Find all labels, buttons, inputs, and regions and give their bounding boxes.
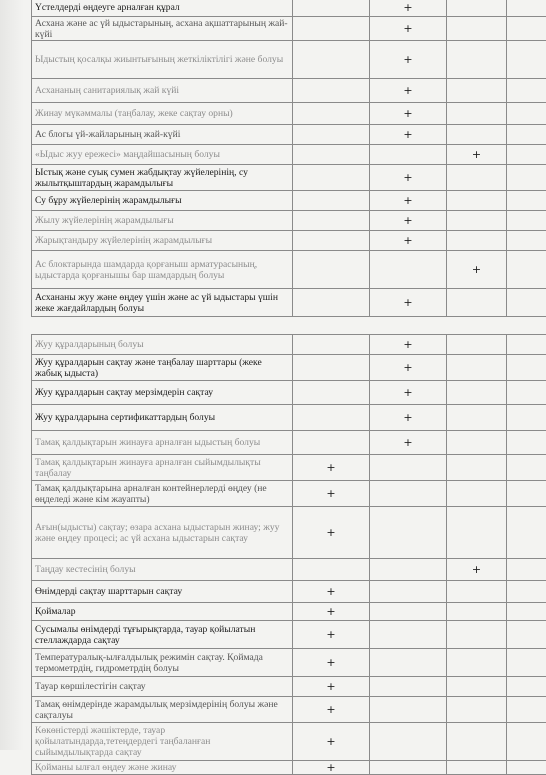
row-text: Таңдау кестесінің болуы — [32, 559, 293, 581]
table-row — [32, 145, 546, 165]
checklist-table-upper — [31, 0, 546, 317]
row-text: Қоймалар — [32, 603, 293, 621]
table-row — [32, 621, 546, 649]
table-row — [32, 481, 546, 507]
row-text: Жарықтандыру жүйелерінің жарамдылығы — [32, 231, 293, 251]
check-mark: + — [403, 362, 412, 373]
row-text: Тауар көршілестігін сақтау — [32, 677, 293, 697]
check-mark: + — [472, 264, 481, 275]
table-row — [32, 381, 546, 405]
table-row — [32, 559, 546, 581]
check-mark: + — [326, 462, 335, 473]
check-mark: + — [403, 85, 412, 96]
table-row — [32, 581, 546, 603]
row-text: Тамақ қалдықтарына арналған контейнерлерді өңдеу (не өңделеді және кім жауапты) — [32, 481, 293, 507]
table-row — [32, 211, 546, 231]
row-text: Қойманы ылғал өңдеу және жинау — [32, 761, 293, 775]
check-mark: + — [472, 564, 481, 575]
check-mark: + — [403, 129, 412, 140]
check-mark: + — [403, 172, 412, 183]
table-row — [32, 697, 546, 723]
table-row — [32, 231, 546, 251]
row-text: Ыстық және суық сумен жабдықтау жүйелерінің, су жылытқыштардың жарамдылығы — [32, 165, 293, 191]
table-row — [32, 41, 546, 79]
table-row — [32, 761, 546, 775]
check-mark: + — [403, 215, 412, 226]
row-text: Асхана және ас үй ыдыстарының, асхана ақшаттарының жай-күйі — [32, 17, 293, 41]
check-mark: + — [326, 527, 335, 538]
row-text: Жинау мүкәммалы (таңбалау, жеке сақтау орны) — [32, 103, 293, 125]
check-mark: + — [403, 387, 412, 398]
check-mark: + — [403, 195, 412, 206]
check-mark: + — [403, 108, 412, 119]
check-mark: + — [403, 54, 412, 65]
check-mark: + — [403, 412, 412, 423]
check-mark: + — [326, 488, 335, 499]
row-text: Үстелдерді өңдеуге арналған құрал — [32, 0, 293, 17]
row-text: Тамақ қалдықтарын жинауға арналған ыдыстың болуы — [32, 431, 293, 455]
table-row — [32, 191, 546, 211]
table-row — [32, 335, 546, 355]
check-mark: + — [403, 235, 412, 246]
table-row — [32, 103, 546, 125]
check-mark: + — [326, 629, 335, 640]
table-row — [32, 677, 546, 697]
check-mark: + — [403, 23, 412, 34]
check-mark: + — [326, 606, 335, 617]
table-row — [32, 603, 546, 621]
table-row — [32, 723, 546, 761]
table-row — [32, 355, 546, 381]
row-text: Жуу құралдарына сертификаттардың болуы — [32, 405, 293, 431]
row-text: Жылу жүйелерінің жарамдылығы — [32, 211, 293, 231]
row-text: Жуу құралдарының болуы — [32, 335, 293, 355]
row-text: Су бұру жүйелерінің жарамдылығы — [32, 191, 293, 211]
table-row — [32, 507, 546, 559]
check-mark: + — [326, 586, 335, 597]
row-text: Көкөністерді жәшіктерде, тауар қойылатындарда,тетеңдердегі таңбаланған сыйымдылықтарда сақтау — [32, 723, 293, 761]
table-row — [32, 289, 546, 317]
check-mark: + — [472, 149, 481, 160]
row-text: Ағын(ыдысты) сақтау; өзара асхана ыдыстарын жинау; жуу және өңдеу процесі; ас үй асхана ыдыстарын сақтау — [32, 507, 293, 559]
check-mark: + — [326, 704, 335, 715]
table-row — [32, 79, 546, 103]
table-row — [32, 405, 546, 431]
row-text: Ыдыстың қосалқы жиынтығының жеткіліктілігі және болуы — [32, 41, 293, 79]
row-text: Сусымалы өнімдерді тұғырықтарда, тауар қойылатын стеллаждарда сақтау — [32, 621, 293, 649]
row-text: Асхананы жуу және өңдеу үшін және ас үй ыдыстары үшін жеке жағдайлардың болуы — [32, 289, 293, 317]
row-text: Жуу құралдарын сақтау және таңбалау шарттары (жеке жабық ыдыста) — [32, 355, 293, 381]
row-text: «Ыдыс жуу ережесі» маңдайшасының болуы — [32, 145, 293, 165]
checklist-table-lower — [31, 334, 546, 775]
check-mark: + — [403, 297, 412, 308]
row-text: Асхананың санитариялық жай күйі — [32, 79, 293, 103]
table-row — [32, 455, 546, 481]
check-mark: + — [326, 736, 335, 747]
row-text: Жуу құралдарын сақтау мерзімдерін сақтау — [32, 381, 293, 405]
check-mark: + — [403, 437, 412, 448]
row-text: Тамақ өнімдерінде жарамдылық мерзімдерінің болуы және сақталуы — [32, 697, 293, 723]
check-mark: + — [326, 681, 335, 692]
page-edge-shadow — [0, 0, 24, 750]
check-mark: + — [403, 339, 412, 350]
table-row — [32, 125, 546, 145]
row-text: Өнімдерді сақтау шарттарын сақтау — [32, 581, 293, 603]
row-text: Температуралық-ылғалдылық режимін сақтау. Қоймада термометрдің, гидрометрдің болуы — [32, 649, 293, 677]
check-mark: + — [403, 2, 412, 13]
table-row — [32, 165, 546, 191]
row-text: Ас блоктарында шамдарда қорғаныш арматурасының, ыдыстарда қорғанышы бар шамдардың болуы — [32, 251, 293, 289]
row-text: Ас блогы үй-жайларының жай-күйі — [32, 125, 293, 145]
check-mark: + — [326, 762, 335, 773]
table-row — [32, 251, 546, 289]
table-row — [32, 431, 546, 455]
check-mark: + — [326, 657, 335, 668]
row-text: Тамақ қалдықтарын жинауға арналған сыйымдылықты таңбалау — [32, 455, 293, 481]
table-row — [32, 0, 546, 17]
table-row — [32, 649, 546, 677]
table-row — [32, 17, 546, 41]
